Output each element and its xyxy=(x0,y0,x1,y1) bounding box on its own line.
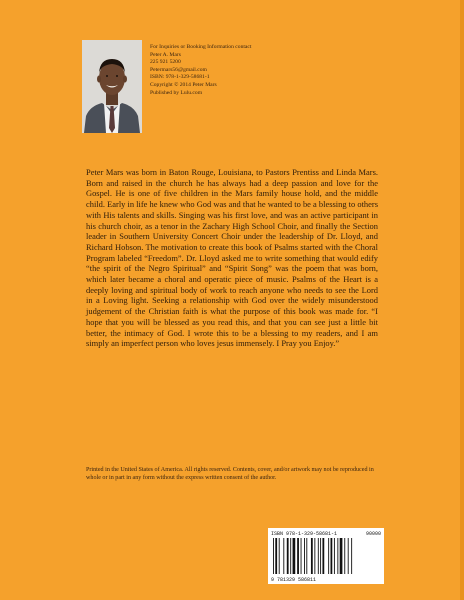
contact-line: Peter A. Mars xyxy=(150,51,181,58)
barcode-digits: 9 781329 586811 xyxy=(271,577,317,583)
barcode-digits-row xyxy=(271,577,381,583)
contact-line: For Inquiries or Booking Information contact xyxy=(150,44,252,50)
isbn-barcode xyxy=(268,528,384,584)
barcode-header xyxy=(271,531,381,537)
price-code: 90000 xyxy=(365,531,381,537)
contact-line: Copyright © 2014 Peter Mars xyxy=(150,81,217,88)
isbn-label: ISBN 978-1-329-58681-1 xyxy=(271,531,338,537)
cover-edge xyxy=(460,0,464,600)
barcode-bars xyxy=(271,538,381,576)
contact-line: 225 921 5200 xyxy=(150,59,181,66)
contact-line: Published by Lulu.com xyxy=(150,89,203,96)
contact-line: ISBN: 978-1-329-58681-1 xyxy=(150,74,210,81)
contact-line: Petermars56@gmail.com xyxy=(150,66,207,73)
copyright-notice: Printed in the United States of America. All rights reserved. Contents, cover, and/or artwork may not be reproduced in whole or in part in any form without the express written consent of the author. xyxy=(86,467,374,482)
author-photo xyxy=(82,40,142,133)
author-contact-block xyxy=(150,44,330,97)
author-biography: Peter Mars was born in Baton Rouge, Louisiana, to Pastors Prentiss and Linda Mars. Born and raised in the church he has always had a deep passion and love for the Gospel. He is one of five children in the Mars family house hold, and the middle child. Early in life he knew who God was and that he wanted to be a blessing to others with His talents and skills. Singing was his first love, and was an active participant in his church choir, as a tenor in the Zachary High School Choir, and finally the Section leader in Southern University Concert Choir under the leadership of Dr. Lloyd, and Richard Hobson. The motivation to create this book of Psalms started with the Choral Program labeled “Freedom”. Dr. Lloyd asked me to write something that would edify “the spirit of the Negro Spiritual” and “Spirit Song” was the poem that was born, which later became a choral and operatic piece of music. Psalms of the Heart is a deeply loving and spiritual body of work to reach anyone who needs to see the Lord in a Loving light. Seeking a relationship with God over the widely misunderstood judgement of the Christian faith is what the purpose of this book was made for. “I hope that you will be blessed as you read this, and that you can see just a little bit better, the intimacy of God. I wrote this to be a blessing to my readers, and I am simply an imperfect person who loves jesus immensely. I Pray you Enjoy.” xyxy=(86,167,378,349)
